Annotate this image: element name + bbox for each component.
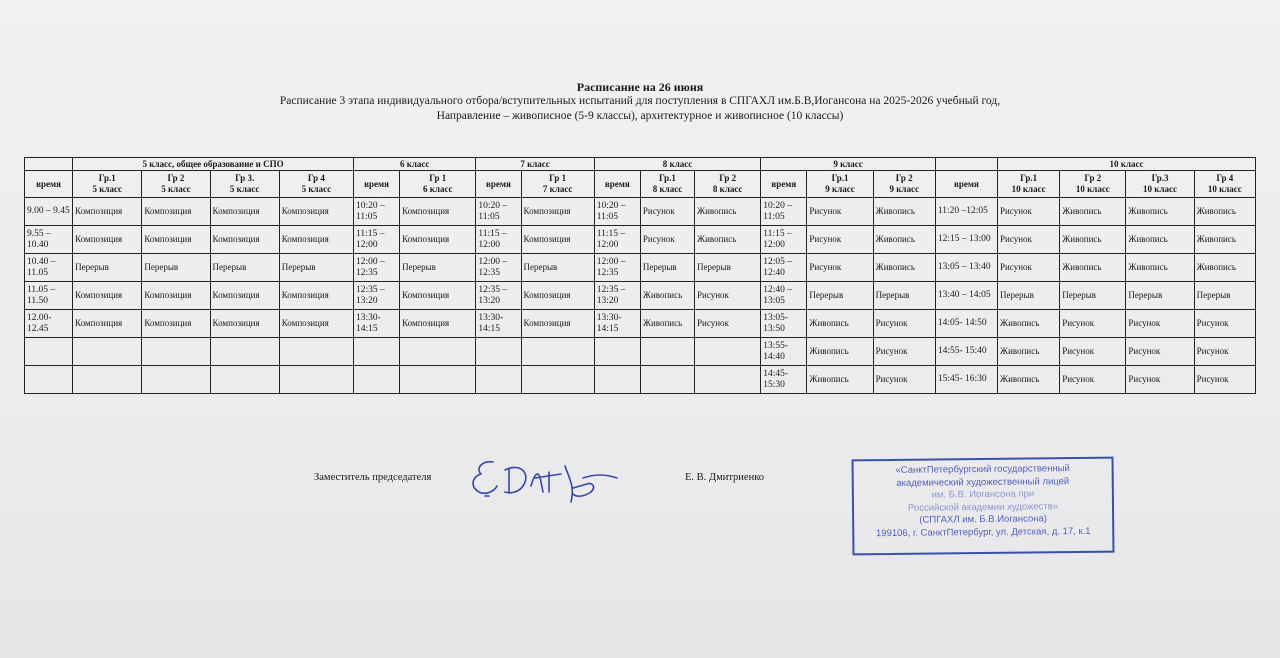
subject-cell: Перерыв	[521, 254, 594, 282]
subject-cell: Перерыв	[695, 254, 761, 282]
band-10-empty	[935, 158, 997, 171]
time-cell	[476, 338, 521, 366]
subject-cell: Живопись	[873, 254, 935, 282]
subject-cell: Живопись	[695, 226, 761, 254]
subject-cell	[210, 366, 279, 394]
col-9-gr2: Гр 2 9 класс	[873, 171, 935, 198]
subject-cell: Композиция	[73, 226, 142, 254]
subject-cell: Перерыв	[73, 254, 142, 282]
subject-cell: Рисунок	[695, 310, 761, 338]
subject-cell: Перерыв	[400, 254, 476, 282]
subject-cell: Рисунок	[1194, 338, 1255, 366]
subject-cell: Живопись	[1060, 198, 1126, 226]
band-8-class: 8 класс	[594, 158, 761, 171]
subject-cell	[400, 338, 476, 366]
signatory-name: Е. В. Дмитриенко	[685, 472, 765, 483]
stamp-line: Российской академии художеств»	[907, 500, 1059, 514]
subject-cell: Живопись	[640, 310, 694, 338]
subject-cell	[400, 366, 476, 394]
time-cell: 9.55 – 10.40	[25, 226, 73, 254]
header	[0, 80, 1280, 124]
time-cell: 14:55- 15:40	[935, 338, 997, 366]
subject-cell: Композиция	[210, 198, 279, 226]
time-cell: 10:20 –11:05	[761, 198, 807, 226]
subject-cell: Композиция	[521, 198, 594, 226]
subject-cell: Рисунок	[807, 198, 873, 226]
subject-cell: Рисунок	[1126, 366, 1194, 394]
band-9-class: 9 класс	[761, 158, 936, 171]
subject-cell: Композиция	[73, 310, 142, 338]
time-cell: 13:05- 13:50	[761, 310, 807, 338]
subject-cell: Живопись	[1194, 198, 1255, 226]
col-time-8: время	[594, 171, 640, 198]
subject-cell: Рисунок	[998, 198, 1060, 226]
table-row	[25, 282, 1256, 310]
time-cell: 14:05- 14:50	[935, 310, 997, 338]
subject-cell: Перерыв	[998, 282, 1060, 310]
subject-cell: Композиция	[279, 226, 353, 254]
time-cell: 11:20 –12:05	[935, 198, 997, 226]
subject-cell: Живопись	[807, 366, 873, 394]
schedule-table	[24, 157, 1256, 394]
subject-cell	[279, 338, 353, 366]
subject-cell	[73, 366, 142, 394]
subject-cell: Композиция	[521, 282, 594, 310]
time-cell: 12:40 – 13:05	[761, 282, 807, 310]
table-row	[25, 366, 1256, 394]
subject-cell: Рисунок	[640, 226, 694, 254]
subject-cell	[279, 366, 353, 394]
time-cell: 9.00 – 9.45	[25, 198, 73, 226]
stamp-line: академический художественный лицей	[896, 475, 1070, 489]
time-cell: 15:45- 16:30	[935, 366, 997, 394]
subject-cell	[142, 338, 210, 366]
time-cell: 10.40 – 11.05	[25, 254, 73, 282]
time-cell	[25, 338, 73, 366]
col-5-gr3: Гр 3. 5 класс	[210, 171, 279, 198]
col-10-gr4: Гр 4 10 класс	[1194, 171, 1255, 198]
col-8-gr1: Гр.1 8 класс	[640, 171, 694, 198]
time-cell: 12:15 – 13:00	[935, 226, 997, 254]
subject-cell: Рисунок	[1060, 366, 1126, 394]
col-time-6: время	[353, 171, 399, 198]
subject-cell: Рисунок	[873, 310, 935, 338]
time-cell: 13:30- 14:15	[594, 310, 640, 338]
time-cell: 13:40 – 14:05	[935, 282, 997, 310]
subject-cell: Живопись	[1194, 254, 1255, 282]
column-header-row	[25, 171, 1256, 198]
subject-cell: Рисунок	[873, 338, 935, 366]
subject-cell: Композиция	[142, 198, 210, 226]
time-cell: 13:30- 14:15	[353, 310, 399, 338]
stamp-line: 199106, г. СанктПетербург, ул. Детская, д. 17, к.1	[875, 525, 1091, 539]
subject-cell: Композиция	[142, 226, 210, 254]
stamp-line: им. Б.В. Иогансона при	[931, 488, 1035, 501]
subject-cell	[640, 338, 694, 366]
subject-cell	[695, 366, 761, 394]
band-5-class: 5 класс, общее образование и СПО	[73, 158, 354, 171]
signatory-role: Заместитель председателя	[314, 472, 432, 483]
subject-cell: Композиция	[521, 226, 594, 254]
time-cell: 12:00 – 12:35	[594, 254, 640, 282]
time-cell: 12:35 – 13:20	[594, 282, 640, 310]
time-cell: 11.05 – 11.50	[25, 282, 73, 310]
col-time-10: время	[935, 171, 997, 198]
time-cell: 13:05 – 13:40	[935, 254, 997, 282]
time-cell: 11:15 – 12:00	[353, 226, 399, 254]
table-row	[25, 254, 1256, 282]
subject-cell	[210, 338, 279, 366]
col-10-gr3: Гр.3 10 класс	[1126, 171, 1194, 198]
page-title: Расписание на 26 июня	[576, 80, 704, 94]
subject-cell: Рисунок	[1060, 310, 1126, 338]
time-cell: 12:00 – 12:35	[353, 254, 399, 282]
subject-cell: Композиция	[73, 198, 142, 226]
subject-cell: Композиция	[210, 226, 279, 254]
subject-cell: Композиция	[279, 310, 353, 338]
class-band-row	[25, 158, 1256, 171]
subject-cell: Живопись	[1194, 226, 1255, 254]
subject-cell: Композиция	[210, 282, 279, 310]
subtitle-line-1: Расписание 3 этапа индивидуального отбора/вступительных испытаний для поступления в СПГАХЛ им.Б.В,Иогансона на 2025-2026 учебный год,	[279, 95, 1001, 107]
subject-cell	[521, 366, 594, 394]
subject-cell: Живопись	[807, 310, 873, 338]
col-6-gr1: Гр 1 6 класс	[400, 171, 476, 198]
handwritten-signature	[465, 452, 625, 508]
subject-cell: Живопись	[1126, 226, 1194, 254]
time-cell: 13:30- 14:15	[476, 310, 521, 338]
band-empty	[25, 158, 73, 171]
subject-cell: Рисунок	[1060, 338, 1126, 366]
subject-cell: Перерыв	[142, 254, 210, 282]
time-cell	[353, 338, 399, 366]
band-10-class: 10 класс	[998, 158, 1256, 171]
subject-cell: Композиция	[142, 310, 210, 338]
band-7-class: 7 класс	[476, 158, 594, 171]
time-cell: 10:20 –11:05	[476, 198, 521, 226]
subject-cell: Живопись	[807, 338, 873, 366]
col-time-7: время	[476, 171, 521, 198]
subject-cell: Живопись	[695, 198, 761, 226]
subject-cell: Живопись	[1126, 254, 1194, 282]
subject-cell: Композиция	[400, 226, 476, 254]
time-cell	[594, 366, 640, 394]
time-cell	[594, 338, 640, 366]
table-row	[25, 338, 1256, 366]
subject-cell: Рисунок	[1126, 338, 1194, 366]
col-8-gr2: Гр 2 8 класс	[695, 171, 761, 198]
time-cell: 10:20 –11:05	[353, 198, 399, 226]
col-10-gr1: Гр.1 10 класс	[998, 171, 1060, 198]
subject-cell: Живопись	[873, 198, 935, 226]
subject-cell: Рисунок	[640, 198, 694, 226]
subject-cell: Живопись	[1060, 254, 1126, 282]
subject-cell: Живопись	[998, 366, 1060, 394]
col-9-gr1: Гр.1 9 класс	[807, 171, 873, 198]
subject-cell: Перерыв	[1126, 282, 1194, 310]
time-cell	[476, 366, 521, 394]
subject-cell: Живопись	[1126, 198, 1194, 226]
subject-cell: Рисунок	[807, 254, 873, 282]
subject-cell: Композиция	[400, 310, 476, 338]
subject-cell	[695, 338, 761, 366]
subject-cell: Перерыв	[873, 282, 935, 310]
col-5-gr2: Гр 2 5 класс	[142, 171, 210, 198]
subject-cell: Рисунок	[1194, 310, 1255, 338]
subject-cell: Композиция	[400, 282, 476, 310]
time-cell: 13:55- 14:40	[761, 338, 807, 366]
subject-cell: Рисунок	[1194, 366, 1255, 394]
subject-cell: Композиция	[279, 282, 353, 310]
stamp-line: (СПГАХЛ им. Б.В.Иогансона)	[919, 513, 1047, 526]
time-cell: 11:15 – 12:00	[761, 226, 807, 254]
table-row	[25, 198, 1256, 226]
time-cell: 12:35 – 13:20	[476, 282, 521, 310]
time-cell: 12:35 – 13:20	[353, 282, 399, 310]
time-cell	[353, 366, 399, 394]
subject-cell: Композиция	[279, 198, 353, 226]
col-5-gr1: Гр.1 5 класс	[73, 171, 142, 198]
subject-cell: Живопись	[998, 310, 1060, 338]
subject-cell: Живопись	[873, 226, 935, 254]
subject-cell: Перерыв	[1194, 282, 1255, 310]
time-cell: 14:45- 15:30	[761, 366, 807, 394]
col-time-5: время	[25, 171, 73, 198]
subject-cell: Перерыв	[807, 282, 873, 310]
subject-cell: Перерыв	[640, 254, 694, 282]
subject-cell: Рисунок	[807, 226, 873, 254]
time-cell: 11:15 – 12:00	[476, 226, 521, 254]
subject-cell: Рисунок	[998, 254, 1060, 282]
subject-cell: Рисунок	[873, 366, 935, 394]
time-cell: 11:15 – 12:00	[594, 226, 640, 254]
time-cell: 10:20 –11:05	[594, 198, 640, 226]
subject-cell	[73, 338, 142, 366]
time-cell	[25, 366, 73, 394]
subject-cell	[640, 366, 694, 394]
subject-cell: Перерыв	[210, 254, 279, 282]
subject-cell: Рисунок	[998, 226, 1060, 254]
subject-cell: Композиция	[400, 198, 476, 226]
time-cell: 12:05 – 12:40	[761, 254, 807, 282]
subject-cell: Живопись	[998, 338, 1060, 366]
col-7-gr1: Гр 1 7 класс	[521, 171, 594, 198]
subject-cell: Рисунок	[1126, 310, 1194, 338]
subject-cell: Композиция	[73, 282, 142, 310]
col-10-gr2: Гр 2 10 класс	[1060, 171, 1126, 198]
subject-cell: Композиция	[142, 282, 210, 310]
subject-cell: Композиция	[210, 310, 279, 338]
subject-cell	[521, 338, 594, 366]
table-row	[25, 310, 1256, 338]
subject-cell	[142, 366, 210, 394]
time-cell: 12:00 – 12:35	[476, 254, 521, 282]
subject-cell: Живопись	[1060, 226, 1126, 254]
subject-cell: Рисунок	[695, 282, 761, 310]
subject-cell: Живопись	[640, 282, 694, 310]
time-cell: 12.00- 12.45	[25, 310, 73, 338]
subject-cell: Перерыв	[1060, 282, 1126, 310]
col-5-gr4: Гр 4 5 класс	[279, 171, 353, 198]
table-row	[25, 226, 1256, 254]
band-6-class: 6 класс	[353, 158, 475, 171]
official-stamp	[852, 457, 1115, 556]
col-time-9: время	[761, 171, 807, 198]
subject-cell: Перерыв	[279, 254, 353, 282]
subject-cell: Композиция	[521, 310, 594, 338]
stamp-line: «СанктПетербургский государственный	[895, 463, 1070, 476]
subtitle-line-2: Направление – живописное (5-9 классы), архитектурное и живописное (10 классы)	[436, 110, 844, 122]
